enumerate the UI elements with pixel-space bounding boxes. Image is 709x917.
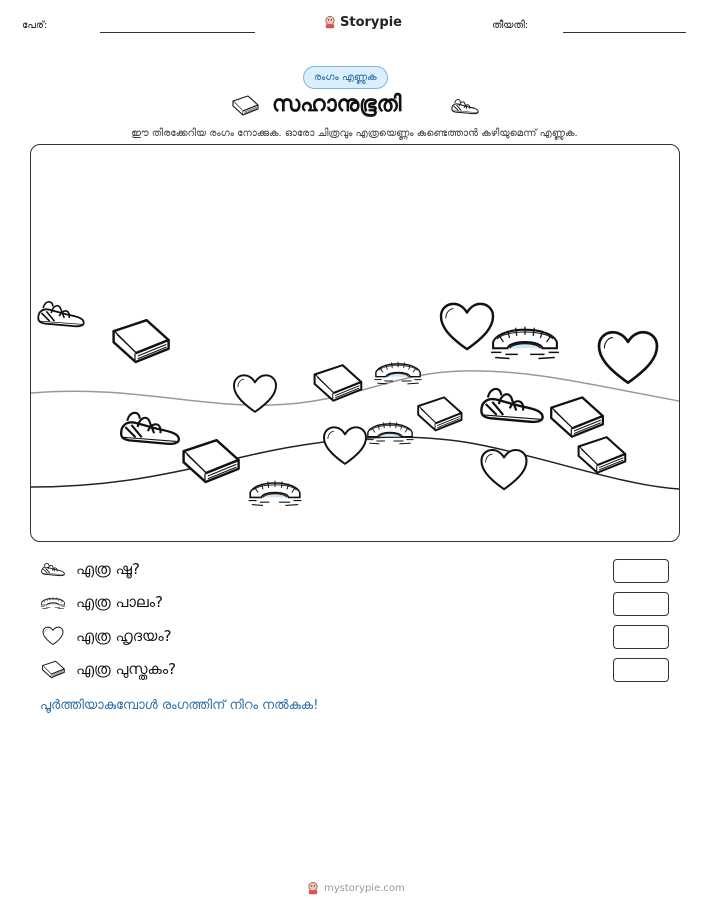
book-icon xyxy=(40,659,66,679)
scene-heart-icon xyxy=(437,301,497,353)
question-text: എത്ര പുസ്തകം? xyxy=(76,660,177,678)
storypie-mascot-icon xyxy=(323,14,337,30)
scene-heart-icon xyxy=(321,425,369,467)
bridge-icon xyxy=(40,593,66,611)
question-bridges xyxy=(40,593,163,611)
scene-book-icon xyxy=(309,361,365,403)
answer-box-bridges[interactable] xyxy=(613,592,669,616)
scene-book-icon xyxy=(573,433,629,475)
question-books xyxy=(40,659,176,679)
scene-shoe-icon xyxy=(117,405,183,449)
date-line[interactable] xyxy=(563,32,686,33)
brand-name: Storypie xyxy=(340,14,402,30)
scene-book-icon xyxy=(107,315,173,365)
brand-logo xyxy=(323,14,402,30)
scene-heart-icon xyxy=(479,447,529,493)
instructions: ഈ തിരക്കേറിയ രംഗം നോക്കുക. ഓരോ ചിത്രവും എത്രയെണ്ണം കണ്ടെത്താൻ കഴിയുമെന്ന് എണ്ണുക. xyxy=(131,128,578,139)
activity-badge: രംഗം എണ്ണുക xyxy=(303,66,388,89)
finish-instruction: പൂർത്തിയാകുമ്പോൾ രംഗത്തിന് നിറം നൽകുക! xyxy=(40,698,319,713)
page-title: സഹാനുഭൂതി xyxy=(272,92,402,117)
question-hearts xyxy=(40,626,172,646)
scene-bridge-icon xyxy=(373,355,423,387)
scene-book-icon xyxy=(413,393,465,433)
name-line[interactable] xyxy=(100,32,255,33)
scene-shoe-icon xyxy=(477,381,547,427)
footer-url[interactable]: mystorypie.com xyxy=(324,882,405,894)
date-label: തീയതി: xyxy=(492,20,529,31)
question-text: എത്ര ഹൃദയം? xyxy=(76,627,172,645)
scene-heart-icon xyxy=(595,329,661,387)
answer-box-shoes[interactable] xyxy=(613,559,669,583)
counting-scene xyxy=(30,144,680,542)
question-text: എത്ര ഷൂ? xyxy=(76,560,140,578)
title-shoe-icon xyxy=(450,96,480,116)
scene-bridge-icon xyxy=(247,473,303,509)
scene-bridge-icon xyxy=(365,415,415,447)
answer-box-hearts[interactable] xyxy=(613,625,669,649)
heart-icon xyxy=(40,626,66,646)
scene-book-icon xyxy=(177,435,243,485)
question-text: എത്ര പാലം? xyxy=(76,593,163,611)
title-book-icon xyxy=(230,94,260,116)
name-label: പേര്: xyxy=(22,20,48,31)
question-shoes xyxy=(40,560,140,578)
shoe-icon xyxy=(40,560,66,578)
scene-heart-icon xyxy=(231,373,279,415)
answer-box-books[interactable] xyxy=(613,658,669,682)
footer xyxy=(306,880,405,896)
scene-bridge-icon xyxy=(489,317,561,363)
storypie-mascot-icon xyxy=(306,880,320,896)
scene-shoe-icon xyxy=(35,295,87,331)
